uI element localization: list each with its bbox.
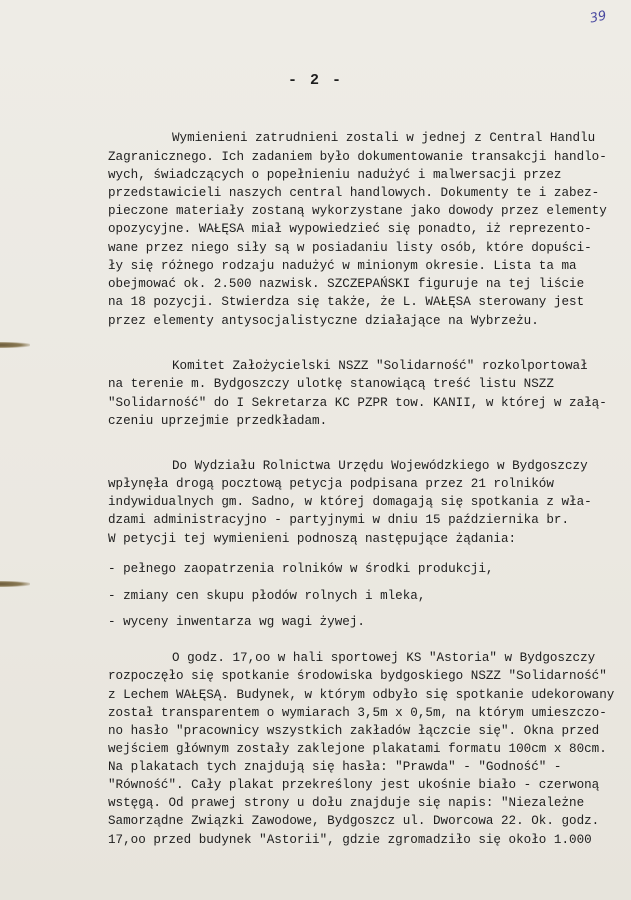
text-line: "Równość". Cały plakat przekreślony jest ukośnie biało - czerwoną <box>108 778 600 792</box>
text-line: no hasło "pracownicy wszystkich zakładów łączcie się". Okna przed <box>108 724 600 738</box>
text-line: Zagranicznego. Ich zadaniem było dokumentowanie transakcji handlo- <box>108 150 607 164</box>
text-line: na 18 pozycji. Stwierdza się także, że L. WAŁĘSA sterowany jest <box>108 295 585 309</box>
text-line: Na plakatach tych znajdują się hasła: "Prawda" - "Godność" - <box>108 760 562 774</box>
text-line: Wymienieni zatrudnieni zostali w jednej z Central Handlu <box>172 131 596 145</box>
text-line: został transparentem o wymiarach 3,5m x 0,5m, na którym umieszczo- <box>108 706 607 720</box>
page-number: - 2 - <box>287 72 343 89</box>
text-line: przez elementy antysocjalistyczne działające na Wybrzeżu. <box>108 314 539 328</box>
text-line: indywidualnych gm. Sadno, w której domagają się spotkania z wła- <box>108 495 592 509</box>
text-line: - pełnego zaopatrzenia rolników w środki produkcji, <box>108 562 494 576</box>
text-line: obejmować ok. 2.500 nazwisk. SZCZEPAŃSKI figuruje na tej liście <box>108 277 585 291</box>
text-line: - wyceny inwentarza wg wagi żywej. <box>108 615 365 629</box>
text-line: na terenie m. Bydgoszczy ulotkę stanowiącą treść listu NSZZ <box>108 377 554 391</box>
binding-hole-mark <box>0 342 30 348</box>
text-line: wejściem głównym zostały zaklejone plakatami formatu 100cm x 80cm. <box>108 742 607 756</box>
text-line: "Solidarność" do I Sekretarza KC PZPR tow. KANII, w której w załą- <box>108 396 607 410</box>
text-line: rozpoczęło się spotkanie środowiska bydgoskiego NSZZ "Solidarność" <box>108 669 607 683</box>
text-line: opozycyjne. WAŁĘSA miał wypowiedzieć się ponadto, iż reprezento- <box>108 222 592 236</box>
text-line: wpłynęła drogą pocztową petycja podpisana przez 21 rolników <box>108 477 554 491</box>
text-line: czeniu uprzejmie przedkładam. <box>108 414 328 428</box>
text-line: pieczone materiały zostaną wykorzystane jako dowody przez elementy <box>108 204 607 218</box>
text-line: 17,oo przed budynek "Astorii", gdzie zgromadziło się około 1.000 <box>108 833 592 847</box>
text-line: Samorządne Związki Zawodowe, Bydgoszcz ul. Dworcowa 22. Ok. godz. <box>108 814 600 828</box>
text-line: - zmiany cen skupu płodów rolnych i mleka, <box>108 589 426 603</box>
text-line: dzami administracyjno - partyjnymi w dniu 15 października br. <box>108 513 570 527</box>
text-line: wane przez niego siły są w posiadaniu listy osób, które dopuści- <box>108 241 592 255</box>
text-line: wstęgą. Od prawej strony u dołu znajduje się napis: "Niezależne <box>108 796 585 810</box>
text-line: Do Wydziału Rolnictwa Urzędu Wojewódzkiego w Bydgoszczy <box>172 459 588 473</box>
text-line: z Lechem WAŁĘSĄ. Budynek, w którym odbyło się spotkanie udekorowany <box>108 688 615 702</box>
text-line: ły się różnego rodzaju nadużyć w minionym okresie. Lista ta ma <box>108 259 577 273</box>
text-line: przedstawicieli naszych central handlowych. Dokumenty te i zabez- <box>108 186 600 200</box>
text-line: O godz. 17,oo w hali sportowej KS "Astoria" w Bydgoszczy <box>172 651 596 665</box>
binding-hole-mark <box>0 581 30 587</box>
text-line: Komitet Założycielski NSZZ "Solidarność" rozkolportował <box>172 359 588 373</box>
text-line: wych, świadczących o popełnieniu nadużyć i malwersacji przez <box>108 168 562 182</box>
text-line: W petycji tej wymienieni podnoszą następujące żądania: <box>108 532 517 546</box>
corner-pencil-mark: 39 <box>588 8 608 27</box>
